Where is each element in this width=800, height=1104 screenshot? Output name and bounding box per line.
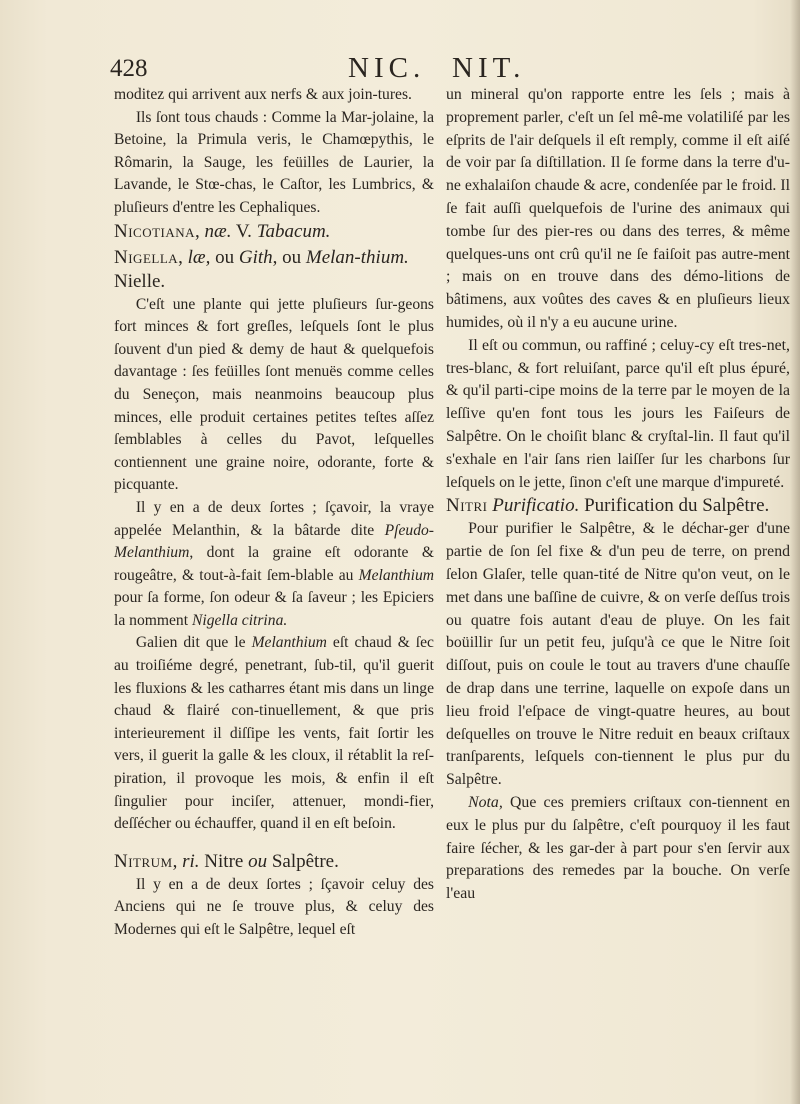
left-column <box>114 84 434 942</box>
or-word: , ou <box>272 246 302 268</box>
text-run: Il y en a de deux ſortes ; ſçavoir, la vraye appelée Melanthin, & la bâtarde dite <box>114 498 434 539</box>
page-edge-shadow <box>790 0 800 1104</box>
gender-marker: ri. <box>182 850 200 872</box>
term-pseudo-melanthium: Pſeudo-Melanthium <box>114 521 435 562</box>
term-melanthium: Melanthium <box>358 566 434 584</box>
gender-marker: næ. <box>204 220 232 242</box>
entry-nicotiana: Nicotiana, næ. V. Tabacum. <box>114 220 331 242</box>
headword-nitri: Nitri <box>446 495 488 517</box>
paragraph-nota <box>446 792 790 906</box>
term-melanthium: Melanthium <box>251 634 327 652</box>
or-word: ou <box>215 246 235 268</box>
french-name: Nielle. <box>114 270 166 292</box>
paragraph-cephaliques: Ils ſont tous chauds : Comme la Mar-jolaine, la Betoine, la Primula veris, le Chamœpythis, le Rômarin, la Sauge, les feüilles de Laurier, la Lavande, le Stœ-chas, le Caſtor, les Lumbrics, & pluſieurs d'entre les Cephaliques. <box>114 108 434 216</box>
paragraph-purifier: Pour purifier le Salpêtre, & le déchar-ger d'une partie de ſon ſel fixe & d'un peu de terre, on prend ſelon Glaſer, telle quan-tité de Nitre qu'on veut, on le met dans une baſſine de cuivre, & on verſe deſſus trois ou quatre fois autant d'eau de pluye. On les fait boüillir ſur un petit feu, juſqu'à ce que le Nitre ſoit diſſout, puis on coule le tout au travers d'une chauſſe de drap dans une terrine, laquelle on expoſe dans un lieu froid l'eſpace de vingt-quatre heures, au bout deſquelles on trouve le Nitre reduit en beaux criſtaux tranſparents, leſquels con-tiennent le plus pur du Salpêtre. <box>446 520 790 789</box>
page-number: 428 <box>110 55 148 82</box>
paragraph-deux-sortes: Il y en a de deux ſortes ; ſçavoir celuy des Anciens qui ne ſe trouve plus, & celuy des Modernes qui eſt le Salpêtre, lequel eſt <box>114 875 434 938</box>
right-column <box>446 84 790 906</box>
headword-nicotiana: Nicotiana <box>114 220 196 242</box>
entry-nitrum: Nitrum, ri. Nitre ou Salpêtre. <box>114 850 339 872</box>
paragraph-continuation: moditez qui arrivent aux nerfs & aux join-tures. <box>114 86 412 103</box>
text-run: Que ces premiers criſtaux con-tiennent en eux le plus pur du ſalpêtre, c'eſt pourquoy il les faut faire ſécher, & les gar-der à part pour s'en ſervir aux preparations des remedes par la bouche. On verſe l'eau <box>446 793 790 903</box>
text-run: eſt chaud & ſec au troiſiéme degré, penetrant, ſub-til, qu'il guerit les fluxions & les catharres étant mis dans un linge chaud & flairé con-tinuellement, & que pris interieurement il diſſipe les vents, fait ſortir les vers, il guerit la galle & les cloux, il rétablit la reſ-piration, il provoque les mois, & enfin il eſt ſingulier pour inciſer, attenuer, mondi-fier, deſſécher ou échauffer, quand il en eſt beſoin. <box>114 634 434 833</box>
latin-term: Purificatio. <box>492 495 580 517</box>
text-run: pour ſa forme, ſon odeur & ſa ſaveur ; les Epiciers la nomment <box>114 589 434 629</box>
text-run: , dont la graine eſt odorante & rougeâtre, & tout-à-fait ſem-blable au <box>114 544 434 584</box>
headword-nigella: Nigella <box>114 246 179 268</box>
nota-label: Nota, <box>468 793 503 811</box>
or-word: ou <box>248 850 268 872</box>
french-name: Salpêtre. <box>271 850 339 872</box>
french-name: Nitre <box>204 850 244 872</box>
gender-marker: læ, <box>187 246 211 268</box>
headword-nitrum: Nitrum <box>114 850 173 872</box>
french-name: Purification du Salpêtre. <box>584 495 770 517</box>
paragraph-plante: C'eſt une plante qui jette pluſieurs ſur-geons fort minces & fort greſles, leſquels ſont le plus ſouvent d'un pied & demy de haut & quelquefois davantage : ſes feüilles ſont menuës comme celles du Seneçon, mais neanmoins beaucoup plus minces, elle produit certaines petites teſtes aſſez ſemblables à celles du Pavot, leſquelles contiennent une graine noire, odorante, forte & picquante. <box>114 295 434 494</box>
synonym-melanthium: Melan-thium. <box>305 246 409 268</box>
paragraph-galien <box>114 632 434 835</box>
paragraph-sortes <box>114 497 434 633</box>
entry-nigella: Nigella, læ, ou Gith, ou Melan-thium. Nielle. <box>114 246 409 292</box>
right-running-head: NIT. <box>452 52 526 84</box>
paragraph-mineral: un mineral qu'on rapporte entre les ſels ; mais à proprement parler, c'eſt un ſel mê-me volatiliſé par les eſprits de l'air deſquels il eſt remply, comme il eſt aiſé de voir par ſa diſtillation. Il ſe forme dans la terre d'u-ne exhalaiſon chaude & acre, condenſée par le froid. Il ſe fait auſſi quelquefois de l'urine des animaux qui tombe ſur des pier-res ou dans des terres, & même quelques-uns ont crû qu'il ne ſe faiſoit pas autre-ment ; mais on en trouve dans des démo-litions de bâtimens, aux voûtes des caves & en pluſieurs lieux humides, où il n'y a eu aucune urine. <box>446 86 790 331</box>
see-reference: V. <box>235 220 252 242</box>
entry-nitri-purificatio <box>446 494 790 518</box>
synonym-gith: Gith <box>238 246 273 268</box>
term-nigella-citrina: Nigella citrina. <box>191 611 288 629</box>
text-run: Galien dit que le <box>135 634 246 652</box>
paragraph-commun: Il eſt ou commun, ou raffiné ; celuy-cy eſt tres-net, tres-blanc, & fort reluiſant, parce qu'il eſt plus épuré, & qu'il parti-cipe moins de la terre par le moyen de la leſſive qu'en font tous les jours les Faiſeurs de Salpêtre. On le choiſit blanc & cryſtal-lin. Il faut qu'il s'exhale en l'air ſans rien laiſſer ſur les charbons ſur leſquels on le jette, ſinon c'eſt une marque d'impureté. <box>446 336 790 491</box>
cross-reference-target: Tabacum. <box>256 220 331 242</box>
left-running-head: NIC. <box>348 52 426 84</box>
